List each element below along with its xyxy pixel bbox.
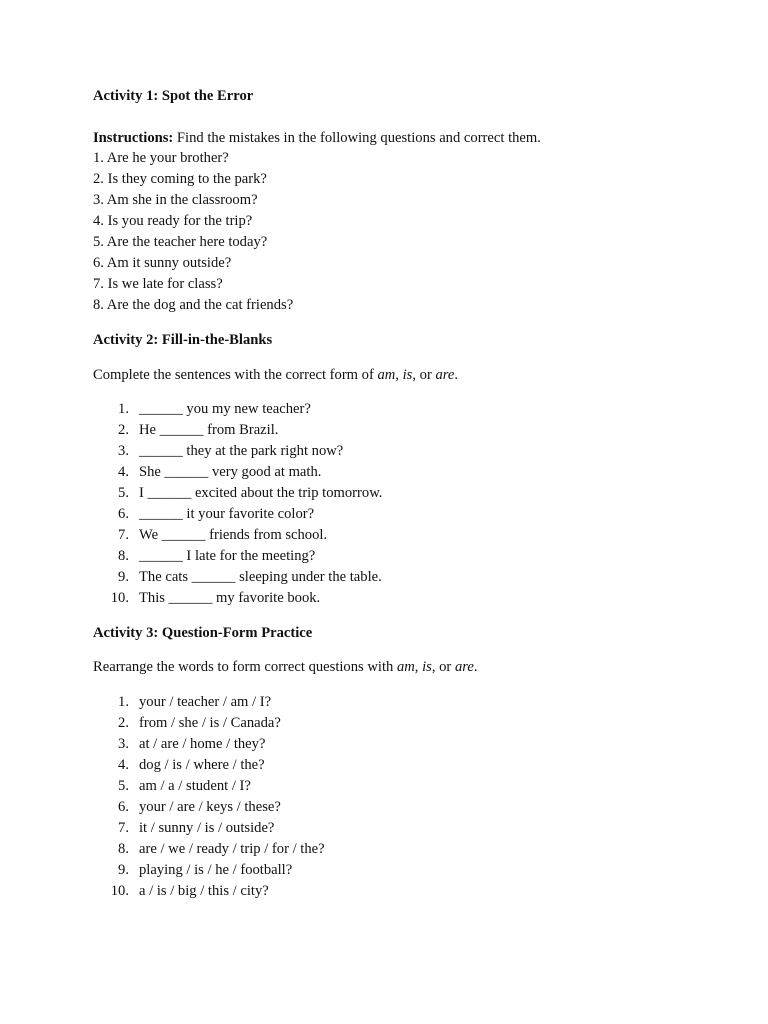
word-is: is <box>402 366 413 383</box>
intro-separator: , or <box>412 366 436 383</box>
list-item <box>93 713 733 734</box>
item-number: 8. <box>118 840 129 857</box>
list-item <box>93 588 733 609</box>
list-item <box>93 818 733 839</box>
item-text: This ______ my favorite book. <box>139 589 321 606</box>
list-item <box>93 462 733 483</box>
word-am: am <box>377 366 396 383</box>
item-number: 10. <box>110 589 129 606</box>
item-text: from / she / is / Canada? <box>139 715 281 732</box>
item-number: 5. <box>118 777 129 794</box>
intro-period: . <box>473 659 478 676</box>
item-text: We ______ friends from school. <box>139 526 328 543</box>
item-text: ______ you my new teacher? <box>139 401 311 418</box>
instructions-label: Instructions: <box>93 129 174 146</box>
intro-separator: , <box>414 659 423 676</box>
item-number: 3. <box>118 443 129 460</box>
item-number: 2. <box>118 715 129 732</box>
item-text: am / a / student / I? <box>139 777 251 794</box>
list-item: 7. Is we late for class? <box>93 275 223 292</box>
activity-2-title: Activity 2: Fill-in-the-Blanks <box>93 331 273 348</box>
item-number: 7. <box>118 819 129 836</box>
list-item: 8. Are the dog and the cat friends? <box>93 296 294 313</box>
item-text: She ______ very good at math. <box>139 464 322 481</box>
item-number: 6. <box>118 798 129 815</box>
intro-period: . <box>454 366 459 383</box>
item-text: it / sunny / is / outside? <box>139 819 275 836</box>
item-text: your / teacher / am / I? <box>139 694 272 711</box>
item-text: He ______ from Brazil. <box>139 422 279 439</box>
list-item <box>93 525 733 546</box>
list-item: 3. Am she in the classroom? <box>93 192 258 209</box>
activity-1-title: Activity 1: Spot the Error <box>93 88 254 104</box>
word-are: are <box>454 659 474 676</box>
item-text: ______ it your favorite color? <box>139 506 315 522</box>
activity-2-section <box>93 330 733 609</box>
activity-1-instructions <box>93 128 733 149</box>
item-text: I ______ excited about the trip tomorrow. <box>139 485 383 502</box>
list-item <box>93 797 733 818</box>
activity-3-intro <box>93 657 733 678</box>
item-number: 9. <box>118 568 129 585</box>
activity-3-title: Activity 3: Question-Form Practice <box>93 624 313 641</box>
list-item: 1. Are he your brother? <box>93 150 229 167</box>
list-item <box>93 441 733 462</box>
word-is: is <box>422 659 432 676</box>
activity-1-list <box>93 148 733 315</box>
word-am: am <box>396 659 415 676</box>
item-text: at / are / home / they? <box>139 736 266 753</box>
list-item <box>93 776 733 797</box>
list-item <box>93 483 733 504</box>
list-item <box>93 881 733 902</box>
item-number: 8. <box>118 547 129 564</box>
item-number: 10. <box>110 882 129 899</box>
item-text: playing / is / he / football? <box>139 861 293 878</box>
intro-text: Rearrange the words to form correct questions with <box>93 659 397 676</box>
list-item <box>93 755 733 776</box>
list-item <box>93 567 733 588</box>
item-text: your / are / keys / these? <box>139 798 281 815</box>
intro-separator: , <box>395 366 403 383</box>
item-number: 1. <box>118 694 129 711</box>
activity-3-list <box>93 692 733 901</box>
item-number: 6. <box>118 506 129 522</box>
list-item <box>93 504 733 525</box>
intro-separator: , or <box>431 659 455 676</box>
list-item: 6. Am it sunny outside? <box>93 254 232 271</box>
item-text: are / we / ready / trip / for / the? <box>139 840 325 857</box>
list-item <box>93 420 733 441</box>
item-number: 1. <box>118 401 129 418</box>
worksheet-page <box>93 86 733 901</box>
list-item <box>93 399 733 420</box>
activity-2-list <box>93 399 733 608</box>
item-number: 4. <box>118 464 129 481</box>
item-text: ______ I late for the meeting? <box>139 547 316 564</box>
activity-3-section <box>93 623 733 902</box>
activity-2-intro <box>93 365 733 386</box>
item-text: a / is / big / this / city? <box>139 882 269 899</box>
list-item <box>93 546 733 567</box>
intro-text: Complete the sentences with the correct form of <box>93 366 378 383</box>
list-item: 2. Is they coming to the park? <box>93 171 267 188</box>
item-text: The cats ______ sleeping under the table. <box>139 568 382 585</box>
list-item <box>93 860 733 881</box>
item-number: 3. <box>118 736 129 753</box>
list-item: 5. Are the teacher here today? <box>93 234 268 251</box>
item-text: dog / is / where / the? <box>139 757 265 774</box>
item-number: 4. <box>118 757 129 774</box>
activity-1-section <box>93 86 733 316</box>
item-text: ______ they at the park right now? <box>139 443 344 460</box>
list-item <box>93 734 733 755</box>
list-item: 4. Is you ready for the trip? <box>93 213 253 230</box>
item-number: 9. <box>118 861 129 878</box>
item-number: 5. <box>118 485 129 502</box>
list-item <box>93 839 733 860</box>
item-number: 7. <box>118 526 129 543</box>
item-number: 2. <box>118 422 129 439</box>
instructions-text: Find the mistakes in the following questions and correct them. <box>173 129 541 146</box>
list-item <box>93 692 733 713</box>
word-are: are <box>435 366 455 383</box>
